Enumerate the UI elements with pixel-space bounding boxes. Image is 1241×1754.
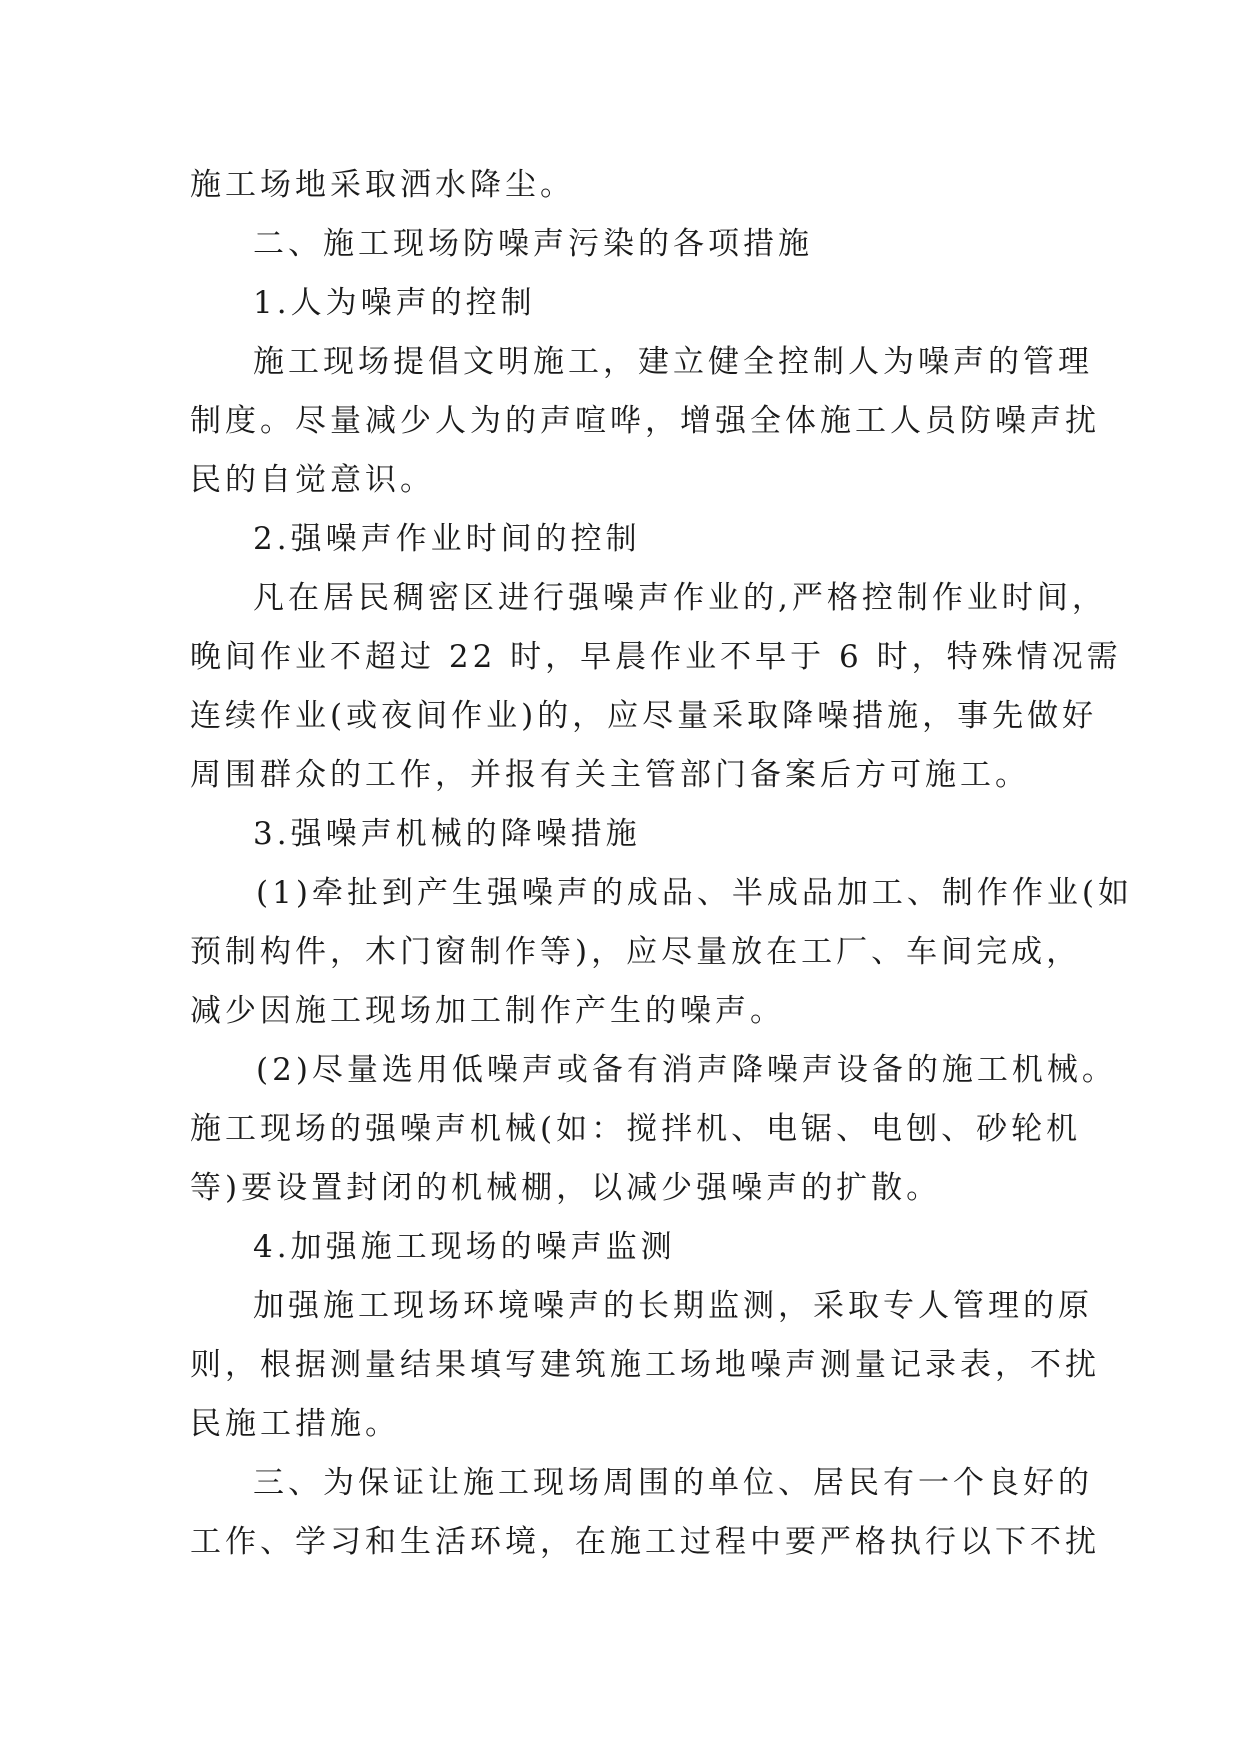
subsection-heading: 4.加强施工现场的噪声监测 <box>253 1229 676 1265</box>
section-heading-line: 三、为保证让施工现场周围的单位、居民有一个良好的 <box>253 1465 1093 1501</box>
paragraph-line: 周围群众的工作，并报有关主管部门备案后方可施工。 <box>190 757 1030 793</box>
paragraph-line: 连续作业(或夜间作业)的，应尽量采取降噪措施，事先做好 <box>190 698 1098 734</box>
subsection-heading: 2.强噪声作业时间的控制 <box>253 521 641 557</box>
paragraph-line: 工作、学习和生活环境，在施工过程中要严格执行以下不扰 <box>190 1524 1100 1560</box>
paragraph-line: 民施工措施。 <box>190 1406 400 1442</box>
paragraph-line: 减少因施工现场加工制作产生的噪声。 <box>190 993 785 1029</box>
paragraph-line: 加强施工现场环境噪声的长期监测，采取专人管理的原 <box>253 1288 1093 1324</box>
body-text-line: 施工场地采取洒水降尘。 <box>190 167 575 203</box>
paragraph-line: (2)尽量选用低噪声或备有消声降噪声设备的施工机械。 <box>256 1052 1117 1088</box>
paragraph-line: 制度。尽量减少人为的声喧哗，增强全体施工人员防噪声扰 <box>190 403 1100 439</box>
subsection-heading: 1.人为噪声的控制 <box>253 285 536 321</box>
paragraph-line: 凡在居民稠密区进行强噪声作业的,严格控制作业时间， <box>253 580 1107 616</box>
section-heading: 二、施工现场防噪声污染的各项措施 <box>253 226 813 262</box>
paragraph-line: 预制构件，木门窗制作等)，应尽量放在工厂、车间完成， <box>190 934 1082 970</box>
paragraph-line: 施工现场提倡文明施工，建立健全控制人为噪声的管理 <box>253 344 1093 380</box>
paragraph-line: (1)牵扯到产生强噪声的成品、半成品加工、制作作业(如 <box>256 875 1134 911</box>
paragraph-line: 施工现场的强噪声机械(如：搅拌机、电锯、电刨、砂轮机 <box>190 1111 1082 1147</box>
paragraph-line: 等)要设置封闭的机械棚，以减少强噪声的扩散。 <box>190 1170 942 1206</box>
paragraph-line: 民的自觉意识。 <box>190 462 435 498</box>
paragraph-line: 则，根据测量结果填写建筑施工场地噪声测量记录表，不扰 <box>190 1347 1100 1383</box>
subsection-heading: 3.强噪声机械的降噪措施 <box>253 816 641 852</box>
paragraph-line: 晚间作业不超过 22 时，早晨作业不早于 6 时，特殊情况需 <box>190 639 1122 675</box>
